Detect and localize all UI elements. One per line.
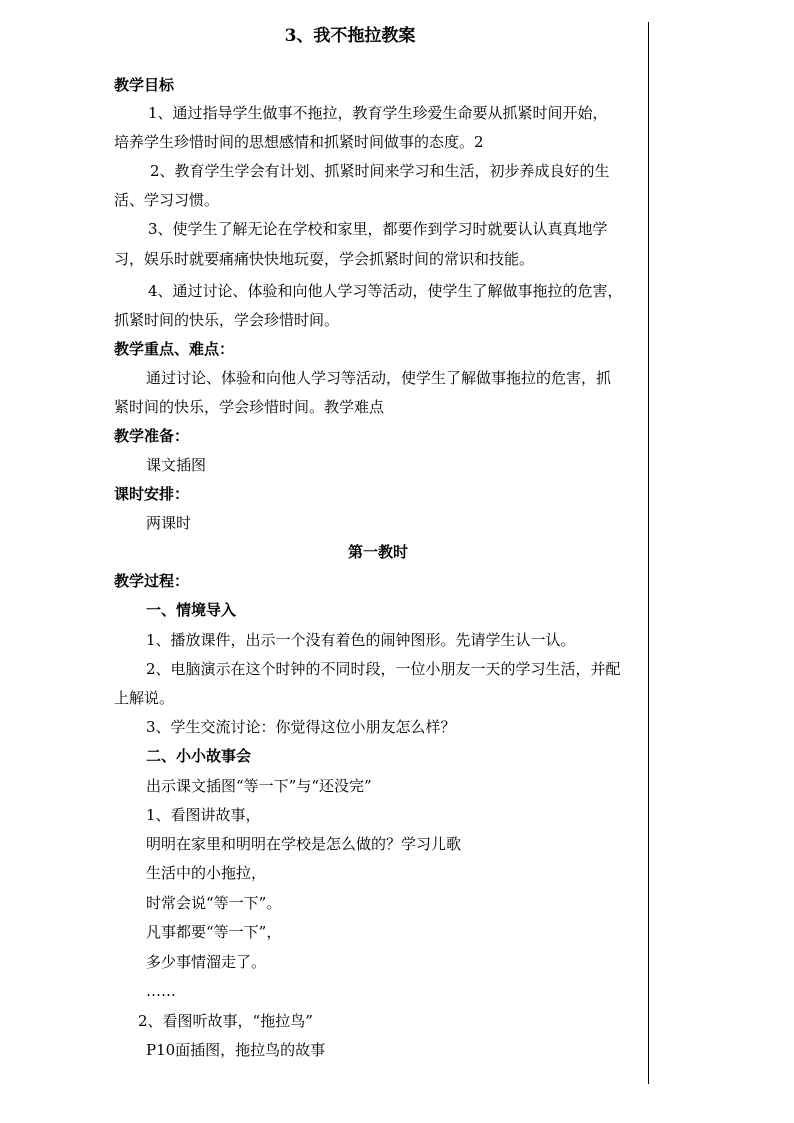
part1-line: 上解说。 [114, 689, 175, 707]
goal-line: 3、使学生了解无论在学校和家里，都要作到学习时就要认认真真地学 [148, 220, 608, 238]
hours-text: 两课时 [146, 514, 192, 532]
goals-heading: 教学目标 [114, 76, 175, 94]
part1-line: 2、电脑演示在这个时钟的不同时段，一位小朋友一天的学习生活，并配 [146, 660, 621, 678]
prep-text: 课文插图 [146, 456, 207, 474]
goal-line: 活、学习习惯。 [114, 191, 220, 209]
doc-title: 3、我不拖拉教案 [284, 26, 416, 46]
part2-line: 1、看图讲故事， [146, 806, 261, 824]
part2-line: 生活中的小拖拉， [146, 864, 267, 882]
prep-heading: 教学准备： [114, 427, 190, 445]
part2-line: 时常会说“等一下”。 [146, 894, 282, 912]
part1-line: 1、播放课件，出示一个没有着色的闹钟图形。先请学生认一认。 [146, 631, 576, 649]
key-line: 通过讨论、体验和向他人学习等活动，使学生了解做事拖拉的危害，抓 [146, 369, 612, 387]
key-line: 紧时间的快乐，学会珍惜时间。教学难点 [114, 398, 385, 416]
goal-line: 2、教育学生学会有计划、抓紧时间来学习和生活，初步养成良好的生 [150, 162, 610, 180]
part2-line: 出示课文插图“等一下”与“还没完” [146, 777, 372, 795]
part2-line: 明明在家里和明明在学校是怎么做的？学习儿歌 [146, 835, 462, 853]
goal-line: 1、通过指导学生做事不拖拉，教育学生珍爱生命要从抓紧时间开始， [148, 104, 608, 122]
part1-line: 3、学生交流讨论：你觉得这位小朋友怎么样？ [146, 718, 456, 736]
part2-line: 凡事都要“等一下”， [146, 923, 282, 941]
lesson1-heading: 第一教时 [347, 543, 408, 561]
goal-line: 抓紧时间的快乐，学会珍惜时间。 [114, 311, 340, 329]
process-heading: 教学过程： [114, 572, 190, 590]
goal-line: 4、通过讨论、体验和向他人学习等活动，使学生了解做事拖拉的危害， [148, 282, 623, 300]
hours-heading: 课时安排： [114, 485, 190, 503]
part2-line: P10面插图，拖拉鸟的故事 [146, 1041, 326, 1059]
part2-line: 多少事情溜走了。 [146, 953, 267, 971]
part1-heading: 一、情境导入 [146, 601, 237, 619]
part2-line: …… [146, 982, 176, 1000]
part2-heading: 二、小小故事会 [146, 747, 252, 765]
key-heading: 教学重点、难点： [114, 340, 235, 358]
goal-line: 习，娱乐时就要痛痛快快地玩耍，学会抓紧时间的常识和技能。 [114, 250, 535, 268]
goal-line: 培养学生珍惜时间的思想感情和抓紧时间做事的态度。2 [114, 133, 484, 151]
part2-line: 2、看图听故事，“拖拉鸟” [138, 1012, 313, 1030]
